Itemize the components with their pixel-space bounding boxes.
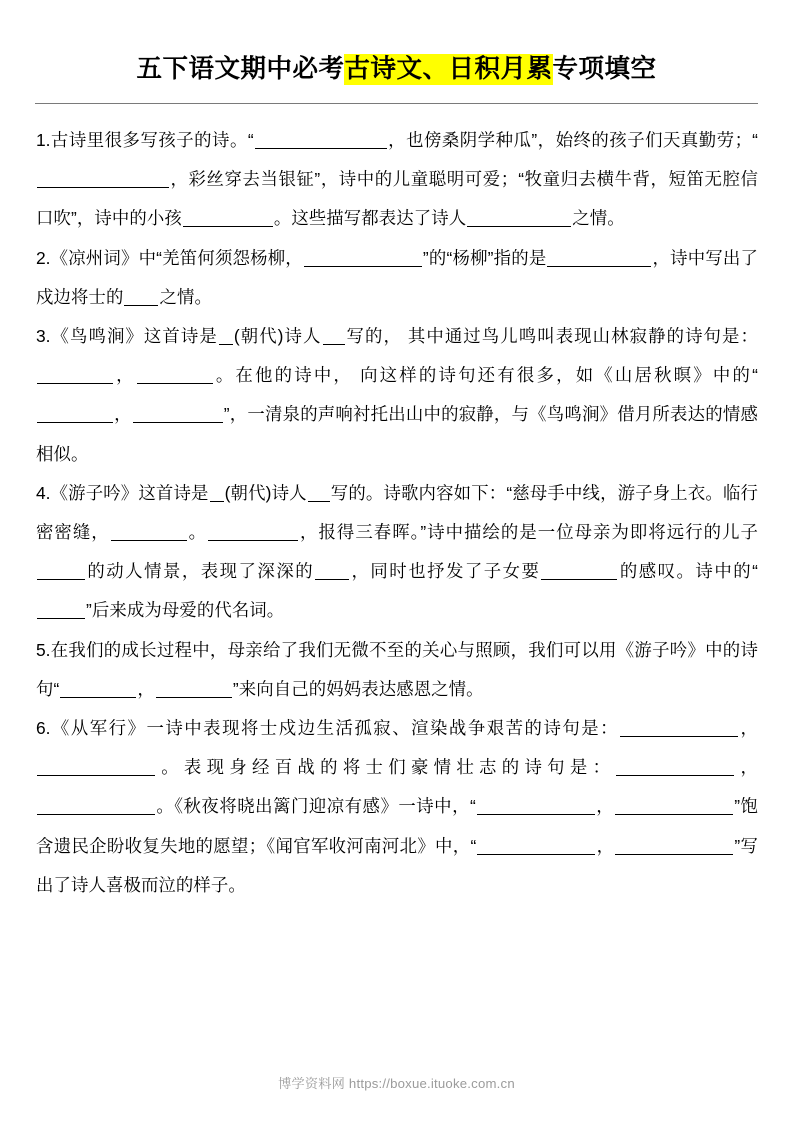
question-text: 《鸟鸣涧》这首诗是 [50,326,218,347]
answer-blank[interactable] [308,486,330,502]
footer-watermark: 博学资料网 https://boxue.ituoke.com.cn [278,1076,515,1091]
answer-blank[interactable] [37,799,155,815]
question-number: 4. [36,482,51,503]
question-text: (朝代)诗人 [224,482,307,503]
answer-blank[interactable] [615,839,733,855]
answer-blank[interactable] [210,486,224,502]
question-text: 写的。诗歌内容如下：“慈母手中线，游子身上衣。临行密密缝， [36,482,758,543]
title-divider [35,103,758,104]
answer-blank[interactable] [615,799,733,815]
question-text: ”，一清泉的声响衬托出山中的寂静，与《鸟鸣涧》借月所表达的情感相似。 [36,404,758,464]
question-item [36,317,758,474]
question-text: ”后来成为母爱的代名词。 [86,600,285,621]
answer-blank[interactable] [60,682,136,698]
answer-blank[interactable] [547,251,651,267]
title-part-before: 五下语文期中必考 [136,55,345,83]
question-item [36,121,758,239]
answer-blank[interactable] [111,525,187,541]
question-text: ， [739,718,758,739]
question-text: ， [114,404,132,425]
question-text: ， [596,835,615,856]
answer-blank[interactable] [37,172,169,188]
title-highlight: 古诗文、日积月累 [344,55,553,83]
question-text: ， [114,365,136,386]
answer-blank[interactable] [477,839,595,855]
question-text: ”饱含遗民企盼收复失地的愿望；《闻官军收河南河北》中，“ [36,796,758,856]
question-text: 。表现身经百战的将士们豪情壮志的诗句是： [156,757,616,778]
answer-blank[interactable] [323,329,345,345]
question-item [36,474,758,631]
answer-blank[interactable] [124,290,158,306]
question-text: ，同时也抒发了子女要 [350,561,541,582]
answer-blank[interactable] [156,682,232,698]
question-text: 的动人情景，表现了深深的 [86,561,315,582]
answer-blank[interactable] [541,564,617,580]
answer-blank[interactable] [467,211,571,227]
question-text: ，诗中写出了戍边将士的 [36,247,758,307]
question-text: 《凉州词》中“羌笛何须怨杨柳， [50,247,303,268]
question-text: 《从军行》一诗中表现将士戍边生活孤寂、渲染战争艰苦的诗句是： [50,718,620,739]
question-text: 之情。 [572,208,625,229]
question-text: 。在他的诗中， 向这样的诗句还有很多，如《山居秋暝》中的“ [213,365,758,386]
question-item [36,709,758,905]
question-item [36,239,758,317]
answer-blank[interactable] [37,603,85,619]
question-text: (朝代)诗人 [233,326,322,347]
question-text: ”的“杨柳”指的是 [422,247,547,268]
question-text: ，彩丝穿去当银钲”，诗中的儿童聪明可爱；“牧童归去横牛背，短笛无腔信口吹”，诗中的小孩 [36,169,758,229]
question-text: 之情。 [159,286,212,307]
doc-title-line [35,52,758,86]
questions-list [36,121,758,905]
answer-blank[interactable] [37,760,155,776]
question-number: 6. [36,718,51,739]
question-text: ”来向自己的妈妈表达感恩之情。 [232,678,484,699]
question-text: ， [735,757,758,778]
question-text: 。这些描写都表达了诗人 [273,208,467,229]
answer-blank[interactable] [616,760,734,776]
answer-blank[interactable] [304,251,422,267]
question-number: 3. [36,326,51,347]
answer-blank[interactable] [133,407,223,423]
question-text: 古诗里很多写孩子的诗。“ [50,130,254,150]
question-text: 在我们的成长过程中，母亲给了我们无微不至的关心与照顾，我们可以用《游子吟》中的诗句“ [36,639,758,699]
question-number: 5. [36,639,51,660]
question-text: 《游子吟》这首诗是 [50,482,209,503]
question-text: ， [595,796,615,817]
question-text: 。《秋夜将晓出篱门迎凉有感》一诗中，“ [156,796,476,817]
answer-blank[interactable] [315,564,349,580]
answer-blank[interactable] [37,368,113,384]
question-number: 1. [36,130,51,150]
answer-blank[interactable] [37,564,85,580]
answer-blank[interactable] [620,721,738,737]
answer-blank[interactable] [37,407,113,423]
question-text: ”写出了诗人喜极而泣的样子。 [36,835,758,895]
question-number: 2. [36,247,51,268]
answer-blank[interactable] [477,799,595,815]
page-title [35,52,758,86]
answer-blank[interactable] [255,133,387,149]
question-text: ，报得三春晖。”诗中描绘的是一位母亲为即将远行的儿子 [299,522,758,543]
question-text: ， [137,678,155,699]
question-text: ，也傍桑阴学种瓜”，始终的孩子们天真勤劳；“ [387,130,758,150]
answer-blank[interactable] [183,211,273,227]
answer-blank[interactable] [137,368,213,384]
question-item [36,631,758,709]
question-text: 写的， 其中通过鸟儿鸣叫表现山林寂静的诗句是： [345,326,758,347]
title-part-after: 专项填空 [552,55,657,83]
question-text: 。 [187,522,208,543]
answer-blank[interactable] [219,329,233,345]
answer-blank[interactable] [208,525,298,541]
question-text: 的感叹。诗中的“ [618,561,758,582]
